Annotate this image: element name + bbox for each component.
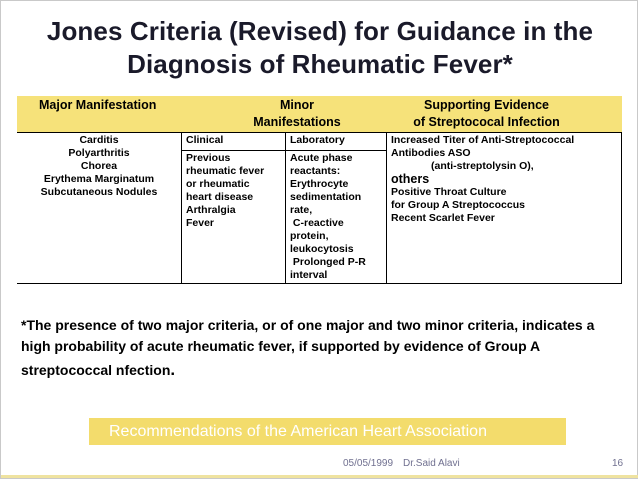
supporting-evidence-cell <box>387 133 622 284</box>
subheader-laboratory: Laboratory <box>286 133 387 151</box>
footer-author: Dr.Said Alavi <box>403 458 460 469</box>
footnote-line-1: *The presence of two major criteria, or of one major and two minor criteria, indicates a <box>21 317 595 333</box>
lab-item: sedimentation <box>290 191 362 203</box>
major-manifestations-cell <box>17 133 182 284</box>
support-line: (anti-streptolysin O), <box>431 160 534 172</box>
footer-page-number: 16 <box>612 458 624 469</box>
lab-item: leukocytosis <box>290 243 354 255</box>
support-line: Antibodies ASO <box>391 147 471 159</box>
header-minor-line-1: Minor <box>279 98 315 112</box>
recommendation-bar: Recommendations of the American Heart Association <box>89 418 566 445</box>
header-minor-line-2: Manifestations <box>253 115 341 129</box>
support-others: others <box>391 172 430 186</box>
support-line: Increased Titer of Anti-Streptococcal <box>391 134 575 146</box>
footer-date: 05/05/1999 <box>343 458 394 469</box>
clinical-cell <box>182 151 286 284</box>
lab-item: C-reactive <box>290 217 344 229</box>
major-item: Chorea <box>80 160 118 172</box>
criteria-table <box>17 133 622 284</box>
major-item: Erythema Marginatum <box>43 173 155 185</box>
support-line: for Group A Streptococcus <box>391 199 525 211</box>
footnote-line-3-wrap <box>21 359 633 381</box>
table-row <box>17 133 622 151</box>
support-line: Recent Scarlet Fever <box>391 212 495 224</box>
header-support-line-2: of Streptococal Infection <box>413 115 560 129</box>
table-header-bar <box>17 96 622 133</box>
header-major-manifestation: Major Manifestation <box>39 98 157 112</box>
footnote-period: . <box>170 360 176 379</box>
footnote <box>21 315 633 381</box>
laboratory-cell <box>286 151 387 284</box>
lab-item: interval <box>290 269 328 281</box>
footnote-line-3: streptococcal nfection <box>21 362 171 378</box>
slide-title <box>1 15 638 81</box>
lab-item: protein, <box>290 230 329 242</box>
clinical-item: Arthralgia <box>186 204 236 216</box>
clinical-item: or rheumatic <box>186 178 250 190</box>
major-item: Carditis <box>79 134 119 146</box>
clinical-item: Fever <box>186 217 215 229</box>
header-supporting-evidence <box>409 97 564 131</box>
lab-item: reactants: <box>290 165 341 177</box>
lab-item: Erythrocyte <box>290 178 349 190</box>
clinical-item: Previous <box>186 152 231 164</box>
lab-item: Prolonged P-R <box>290 256 366 268</box>
header-support-line-1: Supporting Evidence <box>423 98 549 112</box>
title-line-2: Diagnosis of Rheumatic Fever* <box>127 49 513 79</box>
clinical-item: heart disease <box>186 191 254 203</box>
footnote-line-2: high probability of acute rheumatic fever, if supported by evidence of Group A <box>21 338 541 354</box>
footer-divider <box>1 475 638 478</box>
header-minor-manifestations <box>247 97 347 131</box>
support-line: Positive Throat Culture <box>391 186 507 198</box>
clinical-item: rheumatic fever <box>186 165 265 177</box>
lab-item: Acute phase <box>290 152 353 164</box>
lab-item: rate, <box>290 204 313 216</box>
major-item: Subcutaneous Nodules <box>40 186 158 198</box>
major-item: Polyarthritis <box>68 147 130 159</box>
title-line-1: Jones Criteria (Revised) for Guidance in the <box>46 16 594 46</box>
subheader-clinical: Clinical <box>182 133 286 151</box>
